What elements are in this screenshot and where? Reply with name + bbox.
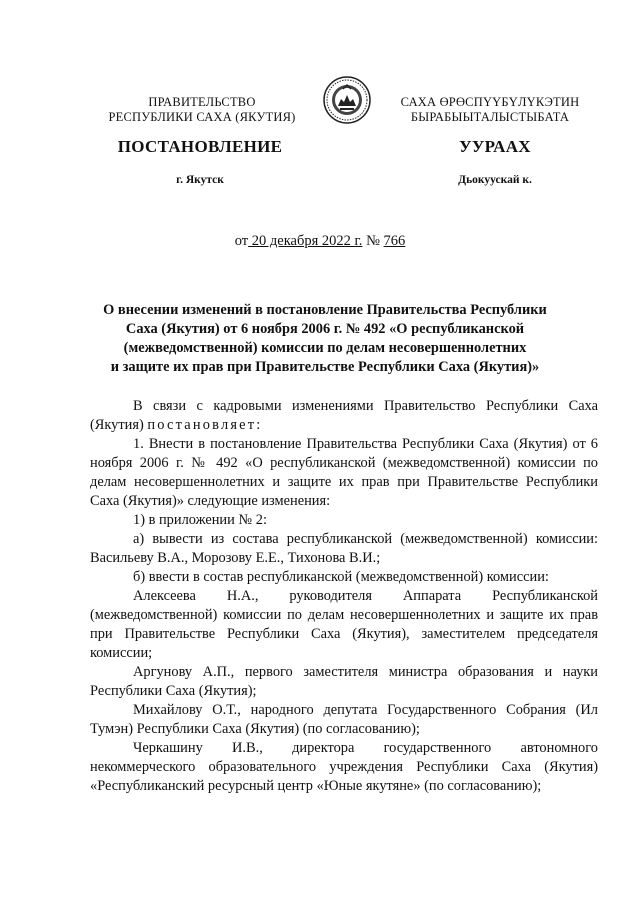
paragraph-add-members: б) ввести в состав республиканской (межведомственной) комиссии: [133,569,549,585]
document-date: 20 декабря 2022 г. [248,233,363,249]
preamble-decision: постановляет: [147,417,263,433]
paragraph-member: Аргунову А.П., первого заместителя министра образования и науки Республики Саха (Якутия); [90,664,598,699]
document-type-ru: ПОСТАНОВЛЕНИЕ [117,137,283,156]
subject-line: Саха (Якутия) от 6 ноября 2006 г. № 492 «О республиканской [125,321,525,337]
paragraph-subitem-1: 1) в приложении № 2: [133,512,267,528]
paragraph-member: Черкашину И.В., директора государственного автономного некоммерческого образовательного учреждения Республики Саха (Якутия) «Республиканский ресурсный центр «Юные якутяне» (по согласованию); [90,740,598,794]
document-subject [95,301,555,377]
header-left-line1: ПРАВИТЕЛЬСТВО [148,95,256,109]
header-right-line2: БЫРАБЫЫТАЛЫСТЫБАТА [410,110,570,124]
paragraph-member: Алексеева Н.А., руководителя Аппарата Республиканской (межведомственной) комиссии по делам несовершеннолетних и защите их прав при Правительстве Республики Саха (Якутия), заместителем председателя комиссии; [90,588,598,661]
preamble-text: В связи с кадровыми изменениями Правительство Республики Саха (Якутия) [90,398,598,433]
subject-line: и защите их прав при Правительстве Республики Саха (Якутия)» [110,359,540,375]
header-right [370,95,610,125]
subject-line: (межведомственной) комиссии по делам несовершеннолетних [123,340,527,356]
date-prefix: от [234,233,249,249]
header-left [82,95,322,125]
number-label: № [362,233,384,249]
document-number: 766 [383,233,406,249]
header-right-line1: САХА ӨРӨСПҮҮБҮЛҮКЭТИН [400,95,580,109]
paragraph-remove-members: а) вывести из состава республиканской (межведомственной) комиссии: Васильеву В.А., Морозову Е.Е., Тихонова В.И.; [90,531,598,566]
document-body [90,397,598,796]
document-type-sakha: УУРААХ [459,137,531,156]
subject-line: О внесении изменений в постановление Правительства Республики [103,302,547,318]
document-dateline [0,233,640,250]
coat-of-arms-icon [322,75,372,125]
city-sakha: Дьокуускай к. [458,174,532,186]
header-left-line2: РЕСПУБЛИКИ САХА (ЯКУТИЯ) [108,110,296,124]
city-ru: г. Якутск [176,174,224,186]
paragraph-item-1: 1. Внести в постановление Правительства Республики Саха (Якутия) от 6 ноября 2006 г. № 492 «О республиканской (межведомственной) комиссии по делам несовершеннолетних и защите их прав при Правительстве Республики Саха (Якутия)» следующие изменения: [90,436,598,509]
paragraph-preamble [90,397,598,435]
paragraph-member: Михайлову О.Т., народного депутата Государственного Собрания (Ил Тумэн) Республики Саха (Якутия) (по согласованию); [90,702,598,737]
